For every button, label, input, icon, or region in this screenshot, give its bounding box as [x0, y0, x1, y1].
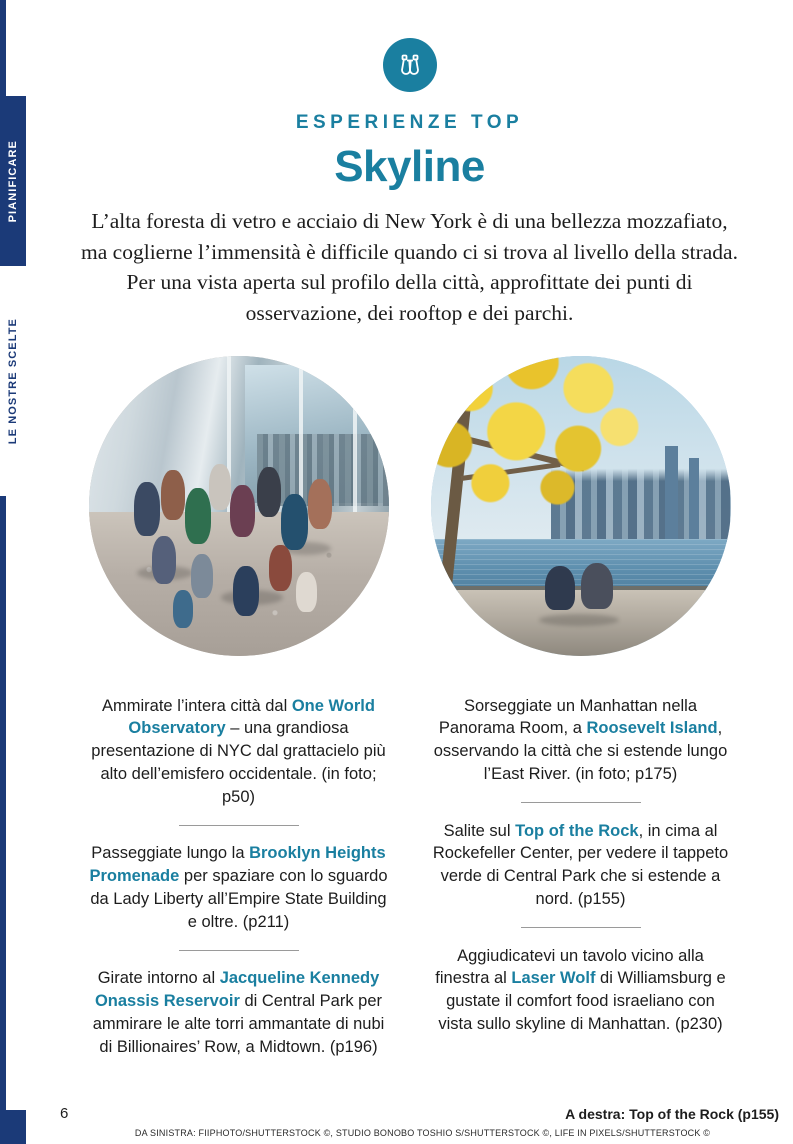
visitor-figure	[230, 485, 255, 537]
blurb-text: Salite sul	[443, 821, 516, 840]
visitor-figure	[191, 554, 213, 598]
page-content	[26, 0, 793, 1144]
binoculars-icon	[383, 38, 437, 92]
blurb-columns	[26, 678, 793, 1075]
figure-shadow	[539, 614, 619, 626]
blurb-text: Passeggiate lungo la	[91, 844, 250, 863]
section-kicker: ESPERIENZE TOP	[295, 112, 524, 133]
blurb-top-of-the-rock	[431, 820, 731, 911]
page-footer	[52, 1105, 793, 1144]
skyline-tower	[689, 458, 699, 542]
blurb-text: per spaziare con lo sguardo da Lady Liberty all’Empire State Building e oltre. (p211)	[90, 867, 388, 931]
blurb-text: di Williamsburg e gustate il comfort food israeliano con vista sullo skyline di Manhattan. (p230)	[438, 969, 726, 1033]
sidebar-tab-pianificare[interactable]	[0, 96, 26, 266]
blurb-text: , osservando la città che si estende lungo l’East River. (in foto; p175)	[433, 719, 728, 783]
blurb-text: Ammirate l’intera città dal	[102, 696, 292, 715]
blurb-jacqueline-kennedy-onassis-reservoir	[89, 967, 389, 1058]
visitor-figure	[269, 545, 292, 591]
blurb-text: Aggiudicatevi un tavolo vicino alla finestra al	[435, 946, 704, 988]
blurb-divider	[521, 802, 641, 803]
blurb-one-world-observatory	[89, 695, 389, 809]
visitor-figure	[257, 467, 281, 517]
blurb-highlight: Jacqueline Kennedy Onassis Reservoir	[94, 969, 380, 1011]
page-number: 6	[60, 1105, 69, 1122]
autumn-foliage	[431, 356, 671, 548]
visitor-figure	[161, 470, 185, 520]
visitor-figure	[173, 590, 193, 628]
blurb-divider	[179, 825, 299, 826]
blurb-highlight: Brooklyn Heights Promenade	[89, 844, 386, 886]
photo-credits: DA SINISTRA: FIIPHOTO/SHUTTERSTOCK ©, STUDIO BONOBO TOSHIO S/SHUTTERSTOCK ©, LIFE IN PIXELS/SHUTTERSTOCK ©	[134, 1128, 711, 1138]
intro-paragraph: L’alta foresta di vetro e acciaio di New York è di una bellezza mozzafiato, ma coglierne l’immensità è difficile quando ci si trova al livello della strada. Per una vista aperta sul profilo della città, approfittate dei punti di osservazione, dei rooftop e dei parchi.	[81, 209, 738, 325]
blurb-text: Sorseggiate un Manhattan nella Panorama Room, a	[438, 696, 697, 738]
visitor-figure	[296, 572, 317, 612]
seated-person	[545, 566, 575, 610]
blurb-text: , in cima al Rockefeller Center, per vedere il tappeto verde di Central Park che si estende a nord. (p155)	[432, 821, 729, 908]
visitor-figure	[233, 566, 259, 616]
photo-row	[26, 356, 793, 656]
visitor-figure	[185, 488, 211, 544]
blurb-highlight: One World Observatory	[128, 696, 375, 738]
page-title: Skyline	[334, 142, 485, 191]
visitor-figure	[134, 482, 160, 536]
sidebar-bottom-strip	[0, 1110, 26, 1144]
photo-roosevelt-island	[431, 356, 731, 656]
window-mullion	[353, 356, 357, 524]
blurb-text: Girate intorno al	[97, 969, 220, 988]
blurb-text: di Central Park per ammirare le alte torri ammantate di nubi di Billionaires’ Row, a Midtown. (p196)	[92, 992, 385, 1056]
footer-row	[52, 1105, 793, 1122]
visitor-figure	[209, 464, 231, 510]
blurb-divider	[179, 950, 299, 951]
blurb-text: – una grandiosa presentazione di NYC dal grattacielo più alto dell’emisfero occidentale. (in foto; p50)	[91, 719, 386, 806]
blurb-divider	[521, 927, 641, 928]
logo-wrap	[26, 38, 793, 92]
blurb-roosevelt-island	[431, 695, 731, 786]
blurb-brooklyn-heights-promenade	[89, 842, 389, 933]
blurb-highlight: Laser Wolf	[511, 969, 596, 988]
sidebar	[0, 0, 26, 1144]
photo-caption: A destra: Top of the Rock (p155)	[565, 1106, 779, 1122]
blurb-column-right	[431, 678, 731, 1075]
sidebar-tab-le-nostre-scelte[interactable]	[0, 266, 26, 496]
blurb-laser-wolf	[431, 945, 731, 1036]
sidebar-tab-pianificare-label: PIANIFICARE	[7, 139, 19, 223]
visitor-figure	[308, 479, 332, 529]
blurb-column-left	[89, 678, 389, 1075]
visitor-figure	[281, 494, 308, 550]
visitor-figure	[152, 536, 176, 584]
seated-person	[581, 563, 613, 609]
blurb-highlight: Top of the Rock	[515, 821, 639, 840]
sidebar-tab-le-nostre-scelte-label: LE NOSTRE SCELTE	[7, 317, 19, 445]
blurb-highlight: Roosevelt Island	[586, 719, 718, 738]
photo-one-world-observatory	[89, 356, 389, 656]
